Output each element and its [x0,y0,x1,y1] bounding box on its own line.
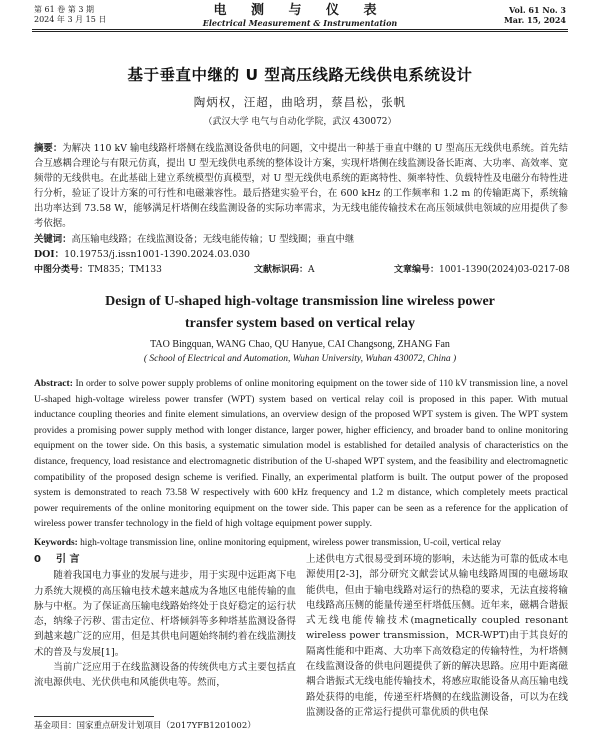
doi-text: 10.19753/j.issn1001-1390.2024.03.030 [64,249,251,260]
clc-number: 中图分类号：TM835；TM133 [34,265,162,275]
body-column-left [34,552,296,691]
keywords-cn [34,232,568,247]
authors-en: TAO Bingquan, WANG Chao, QU Hanyue, CAI Changsong, ZHANG Fan [150,339,450,350]
doi-label: DOI： [34,249,65,260]
volume-line: 第 61 卷 第 3 期 [34,5,94,14]
section-title: 引 言 [56,554,80,565]
keywords-en-text: high-voltage transmission line, online monitoring equipment, wireless power transmission, U-coil, vertical relay [80,538,502,548]
affiliation-en: ( School of Electrical and Automation, Wuhan University, Wuhan 430072, China ) [143,354,457,364]
article-number: 文章编号：1001-1390(2024)03-0217-08 [394,265,570,275]
date-line: 2024 年 3 月 15 日 [34,15,107,24]
abstract-en-label: Abstract: [34,378,73,389]
header-rule [32,29,568,30]
title-en-line2: transfer system based on vertical relay [184,316,416,331]
header-rule-thin [32,31,568,32]
keywords-en-label: Keywords: [34,538,78,548]
abstract-cn-label: 摘要： [34,143,63,154]
paper-title-cn: 基于垂直中继的 U 型高压线路无线供电系统设计 [127,66,473,84]
journal-name-en: Electrical Measurement & Instrumentation [202,18,398,28]
volume-en: Vol. 61 No. 3 [509,5,566,15]
issue-info-en [504,5,566,25]
section-number: 0 [34,554,41,565]
keywords-cn-label: 关键词： [34,234,72,245]
keywords-cn-text: 高压输电线路；在线监测设备；无线电能传输；U 型线圈；垂直中继 [71,234,355,245]
affiliation-cn: （武汉大学 电气与自动化学院，武汉 430072） [203,117,397,127]
section-heading [34,552,296,567]
paragraph: 当前广泛应用于在线监测设备的传统供电方式主要包括直流电源供电、光伏供电和风能供电等。然而， [34,662,296,689]
doi [34,247,568,262]
abstract-cn [34,141,568,231]
abstract-en-text: In order to solve power supply problems of online monitoring equipment on the tower side of 110 kV transmission line, a novel U-shaped high-voltage wireless power transfer (WPT) system based on vertical relay coil is proposed in this paper. With mutual inductance coupling theories and finite element simulations, an overview design of the proposed WPT system is given. The WPT system provides a promising power supply method with longer distance, larger power, higher efficiency, and broader band to online monitoring equipment on the tower side. On this basis, a systematic simulation model is established for detailed analysis of characteristics on the distance, frequency, load resistance and electromagnetic distribution of the U-shaped WPT system, and the feasibility and electromagnetic compatibility of the proposed design scheme is verified. Finally, an experimental platform is built. The output power of the proposed system is demonstrated to reach 73.58 W respectively with 600 kHz frequency and 1.2 m distance, which completely meets practical power requirements of the online monitoring equipment on the tower side. This paper can be seen as a reference for the application of wireless power transfer technology in the field of high voltage equipment power supply. [34,378,568,530]
doc-code: 文献标识码：A [254,265,315,275]
abstract-en [34,376,568,532]
classification-row [34,262,568,276]
funding-note: 基金项目：国家重点研发计划项目（2017YFB1201002） [34,721,256,731]
journal-name-cn: 电 测 与 仪 表 [213,3,387,18]
paragraph: 随着我国电力事业的发展与进步，用于实现中远距离下电力系统大规模的高压输电技术越来越成为各地区电能传输的血脉与中枢。为了保证高压输电线路始终处于良好稳定的运行状态，纳缘子污秽、雷击定位、杆塔倾斜等多种塔基监测设备得到越来越广泛的应用，但是其供电问题始终制约着在线监测技术的普及与发展[1]。 [34,570,296,658]
keywords-en [34,536,568,550]
abstract-cn-text: 为解决 110 kV 输电线路杆塔侧在线监测设备供电的问题，文中提出一种基于垂直中继的 U 型高压无线供电系统。首先结合互感耦合理论与有限元仿真，提出 U 型无线供电系统的整体设计方案，实现杆塔侧在线监测设备长距离、大功率、高效率、宽频带的无线供电。在此基础上建立系统模型仿真模型，对 U 型无线供电系统的距离特性、频率特性、负载特性及电磁分布特性进行分析，验证了设计方案的可行性和电磁兼容性。最后搭建实验平台，在 600 kHz 的工作频率和 1.2 m 的传输距离下，系统输出功率达到 73.58 W，能够满足杆塔侧在线监测设备的实际功率需求，为无线电能传输技术在高压领域供电领域的应用提供了参考依据。 [34,143,568,229]
body-column-right [306,552,568,720]
date-en: Mar. 15, 2024 [503,15,566,25]
authors-cn: 陶炳权，汪超，曲晗玥，蔡昌松，张帆 [193,95,407,109]
title-en-line1: Design of U-shaped high-voltage transmission line wireless power [105,294,495,309]
footnote-rule [34,716,154,717]
paragraph: 上述供电方式很易受到环境的影响，未达能为可靠的低成本电源使用[2-3]，部分研究文献尝试从输电线路周围的电磁场取能供电，但由于输电线路对运行的热稳的要求，无法直接将输电线路高压侧的能量传递至杆塔低压侧。近年来，磁耦合谐振式无线电能传输技术(magnetically coupled resonant wireless power transmission，MCR-WPT)由于其良好的隔离性能和中距离、大功率下高效稳定的传输特性，为杆塔侧在线监测设备的供电问题提供了新的解决思路。应用中距离磁耦合谐振式无线电能传输技术，将感应取能设备从高压输电线路处获得的电能，传递至杆塔侧的在线监测设备，可以为在线监测设备的正常运行提供可靠优质的供电保 [306,554,568,718]
paper-title-en [0,291,600,335]
